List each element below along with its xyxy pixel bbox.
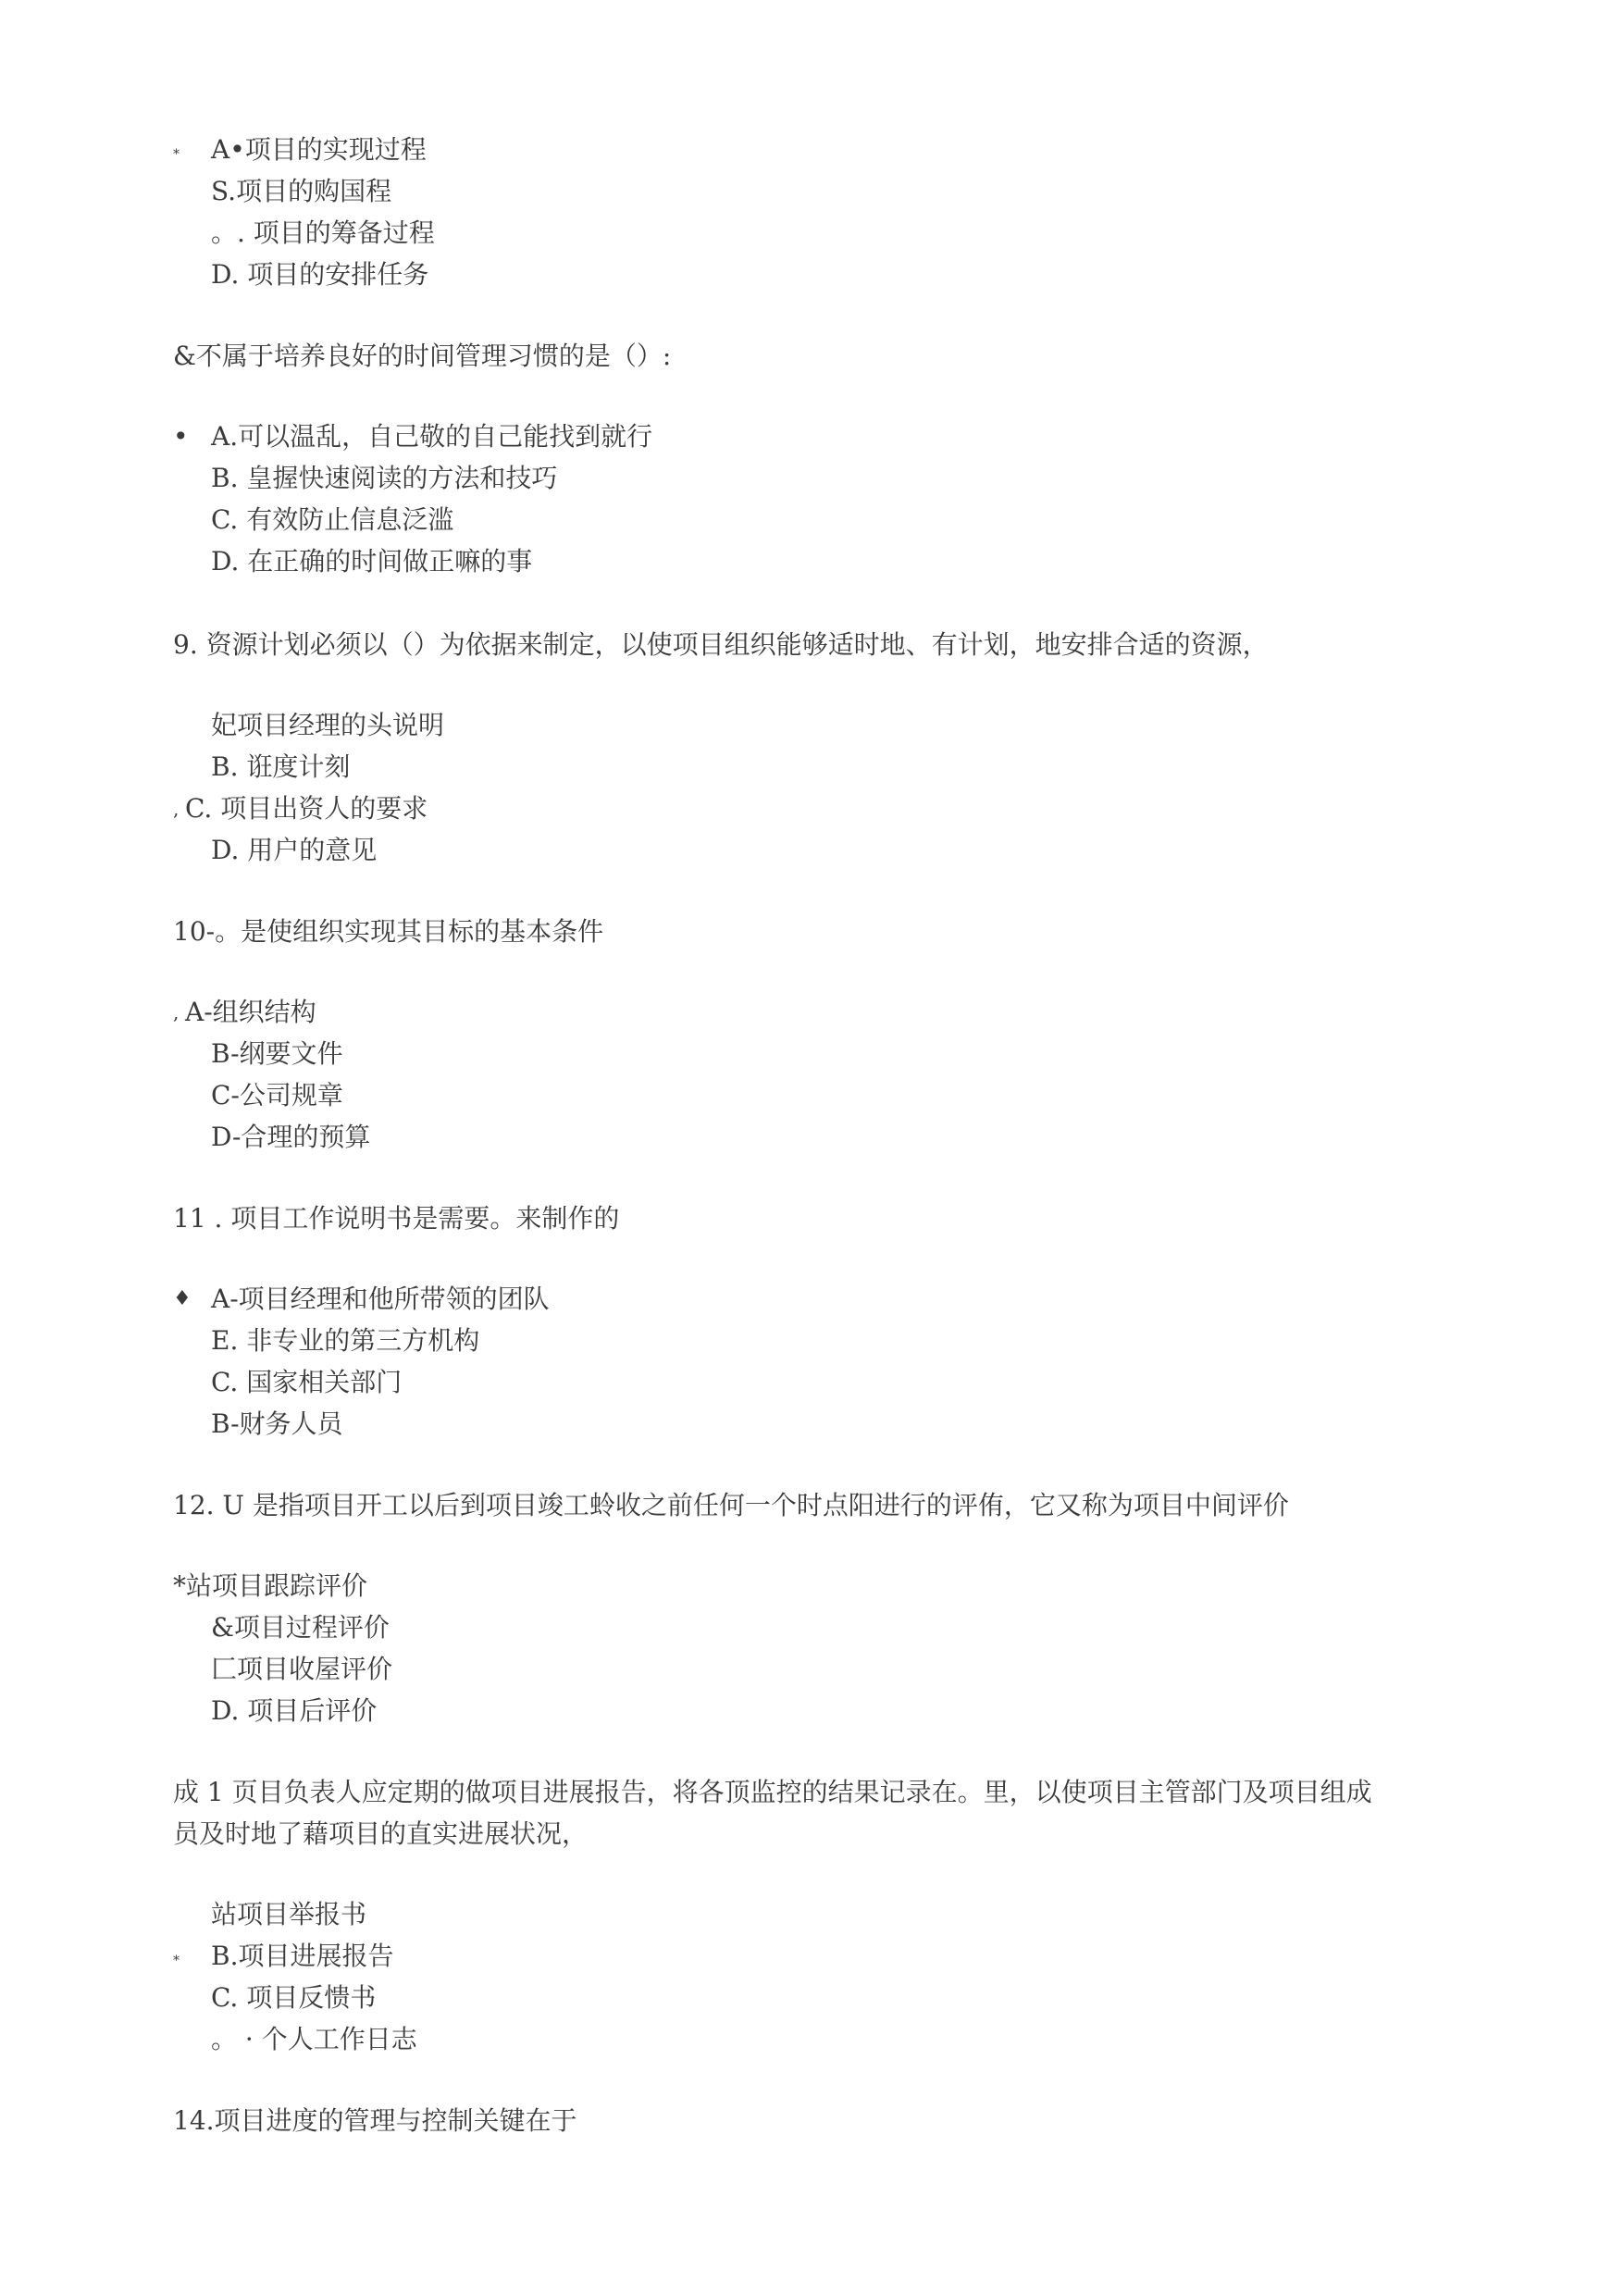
option-marker: • <box>173 421 189 452</box>
question-text: 14.项目进度的管理与控制关键在于 <box>173 2105 577 2136</box>
question-text: 10-。是使组织实现其目标的基本条件 <box>173 916 604 947</box>
option-marker: , <box>173 1001 180 1023</box>
option-text: C. 项目出资人的要求 <box>185 793 428 824</box>
option-marker: * <box>173 147 180 162</box>
question-text-continued: 员及时地了藉项目的直实进展状况， <box>173 1818 589 1849</box>
option-text: B. 诳度计刻 <box>211 751 351 782</box>
question-text: 9. 资源计划必须以（）为依据来制定，以使项目组织能够适时地、有计划，地安排合适的资源， <box>173 629 1269 660</box>
option-text: 匚项目收屋评价 <box>211 1654 393 1684</box>
option-text: B.项目进展报告 <box>211 1941 394 1971</box>
option-text: 妃项目经理的头说明 <box>211 710 445 740</box>
option-text: A.可以温乱，自己敬的自己能找到就行 <box>211 421 653 452</box>
option-text: B-财务人员 <box>211 1408 343 1439</box>
question-text: &不属于培养良好的时间管理习惯的是（）: <box>173 341 672 371</box>
question-text: 12. U 是指项目开工以后到项目竣工蛉收之前任何一个时点阳进行的评侑，它又称为项目中间评价 <box>173 1490 1289 1520</box>
option-text: E. 非专业的第三方机构 <box>211 1325 480 1356</box>
option-text: A•项目的实现过程 <box>211 134 427 165</box>
option-text: D. 项目后评价 <box>211 1695 378 1726</box>
option-marker: * <box>173 1954 180 1968</box>
option-text: 站项目举报书 <box>211 1899 367 1929</box>
option-text: B-纲要文件 <box>211 1038 343 1069</box>
option-text: &项目过程评价 <box>211 1612 390 1643</box>
option-text: C. 项目反愦书 <box>211 1982 377 2013</box>
option-text: D-合理的预算 <box>211 1122 371 1152</box>
option-marker: , <box>173 798 180 820</box>
option-marker: ♦ <box>173 1287 192 1310</box>
option-text: A-组织结构 <box>185 997 316 1027</box>
option-text: C-公司规章 <box>211 1080 343 1110</box>
option-text: 。. 项目的筹备过程 <box>211 217 435 248</box>
option-text: C. 国家相关部门 <box>211 1367 403 1397</box>
question-text: 11 . 项目工作说明书是需要。来制作的 <box>173 1203 620 1234</box>
option-text: 。 · 个人工作日志 <box>211 2024 417 2054</box>
option-text: A-项目经理和他所带领的团队 <box>211 1284 550 1314</box>
option-text: C. 有效防止信息泛滥 <box>211 504 454 535</box>
option-text: *站项目跟踪评价 <box>173 1570 368 1601</box>
option-text: D. 在正确的时间做正嘛的事 <box>211 546 533 577</box>
option-text: D. 用户的意见 <box>211 835 378 865</box>
question-text: 成 1 页目负表人应定期的做项目进展报告，将各顶监控的结果记录在。里，以使项目主管部门及项目组成 <box>173 1777 1372 1807</box>
option-text: S.项目的购国程 <box>211 176 392 206</box>
option-text: B. 皇握快速阅读的方法和技巧 <box>211 463 558 493</box>
option-text: D. 项目的安排任务 <box>211 259 429 290</box>
